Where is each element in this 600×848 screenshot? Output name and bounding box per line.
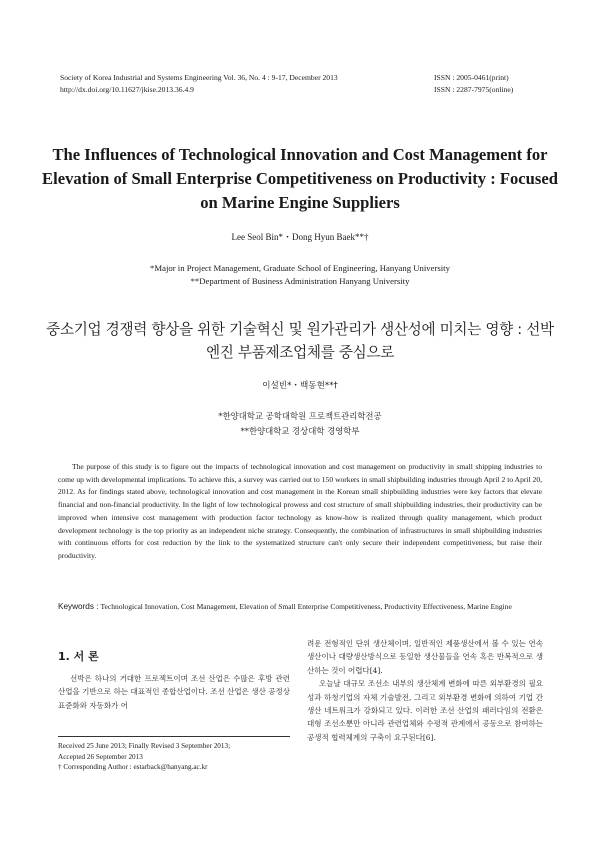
affiliation-2: **Department of Business Administration Hanyang University — [190, 276, 410, 286]
affiliation-ko-2: **한양대학교 경상대학 경영학부 — [240, 426, 360, 436]
section-heading: 1. 서 론 — [58, 650, 99, 663]
keywords — [58, 600, 548, 613]
keywords-text: Technological Innovation, Cost Management, Elevation of Small Enterprise Competitiveness, Productivity Effectiveness, Marine Engine — [100, 602, 512, 611]
abstract: The purpose of this study is to figure out the impacts of technological innovation and cost management on productivity in small shipping industries to come up with developmental implications. To achieve this, a survey was carried out to 150 workers in small shipbuilding industries through April 2 to April 20, 2012. As for findings stated above, technological innovation and cost management in the Korean small shipbuilding industries were key factors that elevate financial and non-financial productivity. In the light of low technological prowess and cost structure of small shipbuilding industries, their productivity can be improved when intensive cost management with production factor technology as know-how is realized through quality management, which product development technology is the top priority as an independent niche strategy. Consequently, the combination of infrastructures in small shipbuilding industries with continuous efforts for cost reduction by the link to the systematized structure can't only secure their independent competitiveness, but raise their productivity. — [58, 462, 542, 560]
footnote-accepted: Accepted 26 September 2013 — [58, 752, 143, 761]
affiliations-english — [0, 262, 600, 288]
body-left-column: 선박은 하나의 거대한 프로젝트이며 조선 산업은 수많은 후방 관련 산업을 기반으로 하는 대표적인 종합산업이다. 조선 산업은 생산 공정상 표준화와 자동화가 어 — [58, 674, 290, 710]
body-right-column — [307, 637, 543, 744]
doi-link[interactable]: http://dx.doi.org/10.11627/jkise.2013.36.4.9 — [60, 84, 194, 94]
affiliation-ko-1: *한양대학교 공학대학원 프로젝트관리학전공 — [218, 411, 382, 421]
affiliation-1: *Major in Project Management, Graduate School of Engineering, Hanyang University — [150, 263, 450, 273]
body-paragraph: 오늘날 대규모 조선소 내부의 생산체계 변화에 따른 외부환경의 필요성과 하청기업의 자체 기술발전, 그리고 외부환경 변화에 의하여 기업 간 생산 네트워크가 강화되고 있다. 이러한 조선 산업의 패러다임의 전환은 대형 조선소뿐만 아니라 관련업체와 수평적 관계에서 공동으로 참여하는 공생적 협력체계의 구축이 요구된다[6]. — [307, 679, 543, 742]
running-header — [60, 72, 546, 95]
footnotes — [58, 741, 298, 773]
paper-title-korean: 중소기업 경쟁력 향상을 위한 기술혁신 및 원가관리가 생산성에 미치는 영향 : 선박엔진 부품제조업체를 중심으로 — [46, 321, 554, 361]
issn-online: ISSN : 2287-7975(online) — [434, 84, 514, 94]
issn-print: ISSN : 2005-0461(print) — [434, 73, 509, 82]
paper-title-english: The Influences of Technological Innovation and Cost Management for Elevation of Small Enterprise Competitiveness on Productivity : Focused on Marine Engine Suppliers — [42, 145, 558, 212]
keywords-label: Keywords : — [58, 602, 99, 611]
authors-korean: 이설빈*・백동현**† — [262, 381, 338, 391]
authors-english: Lee Seol Bin*・Dong Hyun Baek**† — [231, 232, 369, 242]
journal-citation: Society of Korea Industrial and Systems Engineering Vol. 36, No. 4 : 9-17, December 2013 — [60, 73, 338, 82]
affiliations-korean — [0, 409, 600, 439]
footnote-corresponding-author: † Corresponding Author : estarback@hanyang.ac.kr — [58, 763, 208, 772]
body-paragraph: 려운 전형적인 단위 생산체이며, 일반적인 제품생산에서 볼 수 있는 연속생산이나 대량생산방식으로 동일한 생산물들을 연속 혹은 반복적으로 생산하는 것이 어렵다[4]. — [307, 639, 543, 675]
footnote-received: Received 25 June 2013; Finally Revised 3 September 2013; — [58, 742, 231, 750]
footnote-divider — [58, 736, 290, 737]
